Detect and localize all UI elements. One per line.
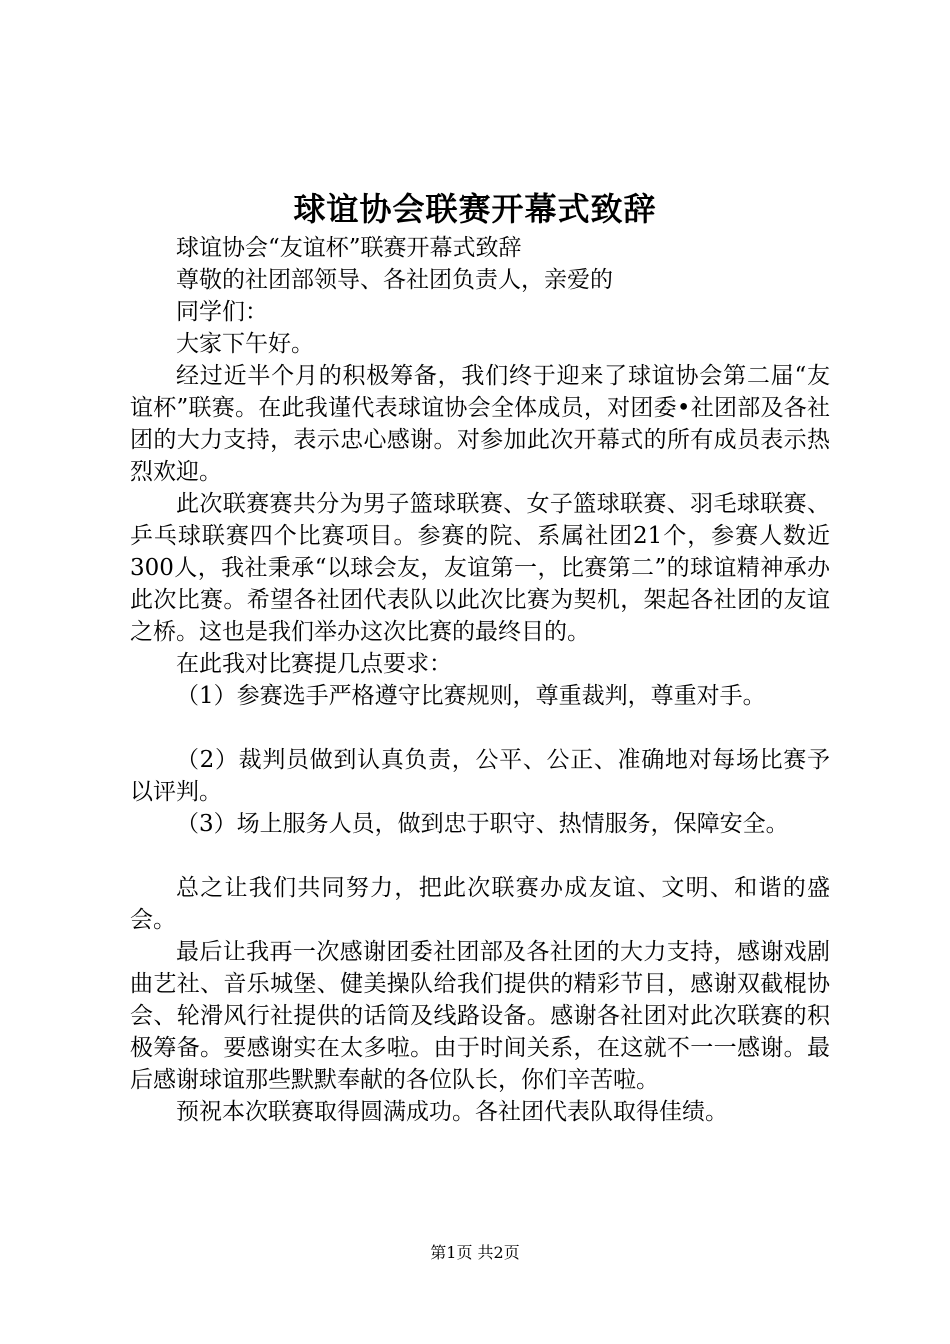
paragraph-requirements-intro: 在此我对比赛提几点要求： [176, 651, 452, 677]
paragraph-subtitle: 球谊协会“友谊杯”联赛开幕式致辞 [176, 235, 522, 261]
paragraph-summary: 总之让我们共同努力，把此次联赛办成友谊、文明、和谐的盛会。 [130, 875, 830, 933]
paragraph-requirement-2: （2）裁判员做到认真负责，公平、公正、准确地对每场比赛予以评判。 [130, 747, 830, 805]
paragraph-greeting: 大家下午好。 [176, 331, 314, 357]
document-body [130, 232, 830, 1128]
paragraph-closing: 预祝本次联赛取得圆满成功。各社团代表队取得佳绩。 [176, 1099, 728, 1125]
document-title: 球谊协会联赛开幕式致辞 [293, 190, 657, 228]
paragraph-requirement-3: （3）场上服务人员，做到忠于职守、热情服务，保障安全。 [176, 811, 789, 837]
paragraph-events: 此次联赛赛共分为男子篮球联赛、女子篮球联赛、羽毛球联赛、乒乓球联赛四个比赛项目。参赛的院、系属社团21个，参赛人数近300人，我社秉承“以球会友，友谊第一，比赛第二”的球谊精神承办此次比赛。希望各社团代表队以此次比赛为契机，架起各社团的友谊之桥。这也是我们举办这次比赛的最终目的。 [130, 491, 830, 645]
paragraph-thanks: 最后让我再一次感谢团委社团部及各社团的大力支持，感谢戏剧曲艺社、音乐城堡、健美操队给我们提供的精彩节目，感谢双截棍协会、轮滑风行社提供的话筒及线路设备。感谢各社团对此次联赛的积极筹备。要感谢实在太多啦。由于时间关系，在这就不一一感谢。最后感谢球谊那些默默奉献的各位队长，你们辛苦啦。 [130, 939, 830, 1093]
paragraph-intro: 经过近半个月的积极筹备，我们终于迎来了球谊协会第二届“友谊杯”联赛。在此我谨代表球谊协会全体成员，对团委•社团部及各社团的大力支持，表示忠心感谢。对参加此次开幕式的所有成员表示热烈欢迎。 [130, 363, 830, 485]
paragraph-requirement-1: （1）参赛选手严格遵守比赛规则，尊重裁判，尊重对手。 [176, 683, 766, 709]
paragraph-salutation-cont: 同学们： [176, 299, 268, 325]
page-footer: 第1页 共2页 [430, 1243, 520, 1262]
paragraph-salutation: 尊敬的社团部领导、各社团负责人，亲爱的 [176, 267, 613, 293]
